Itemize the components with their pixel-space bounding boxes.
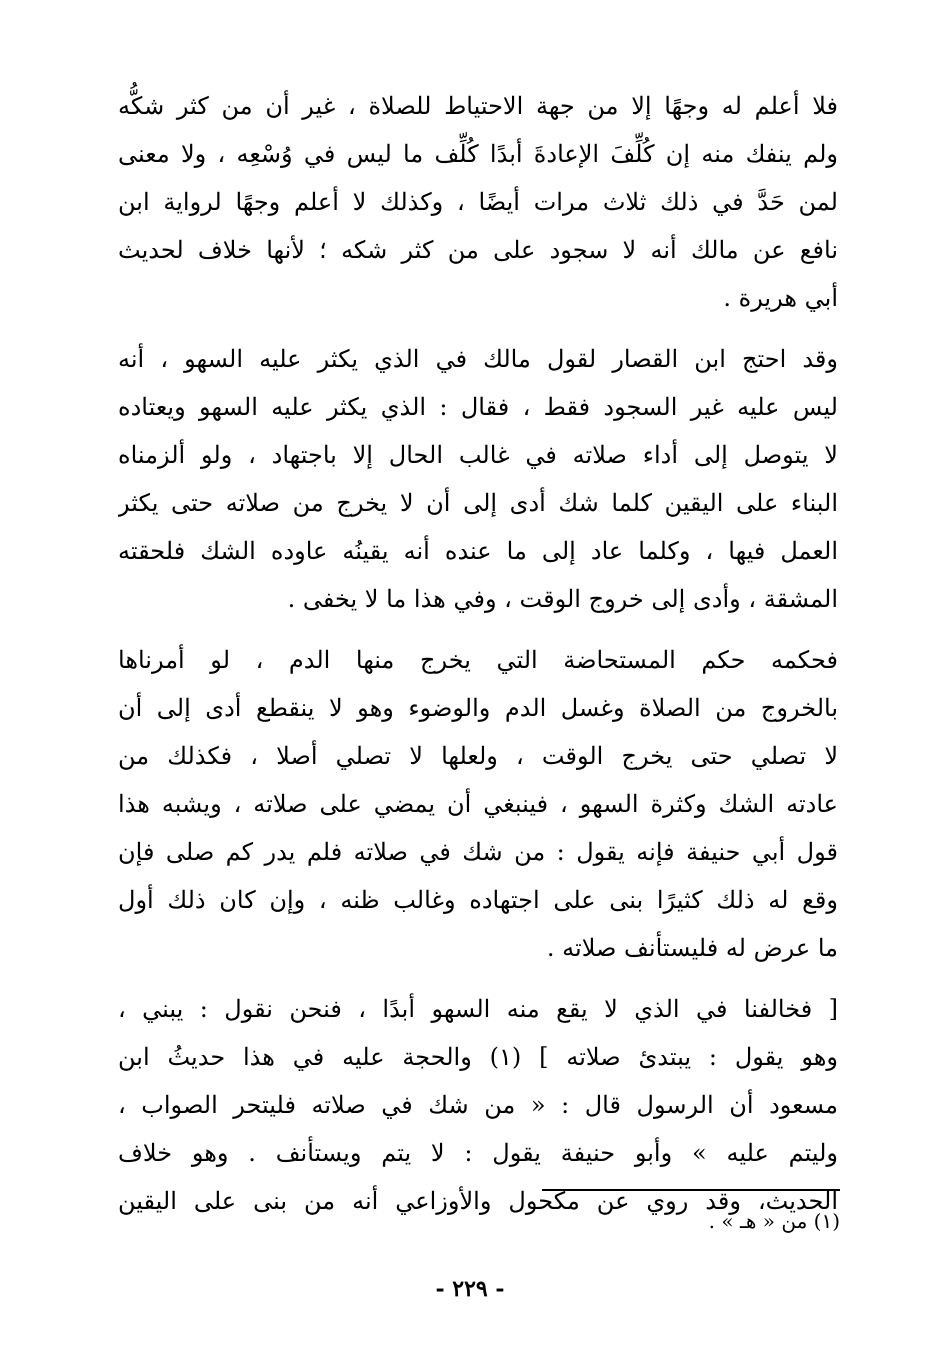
text-line: وقع له ذلك كثيرًا بنى على اجتهاده وغالب ظنه ، وإن كان ذلك أول [118,886,838,914]
text-line: فحكمه حكم المستحاضة التي يخرج منها الدم ، لو أمرناها [118,646,838,674]
text-line: مسعود أن الرسول قال : « من شك في صلاته فليتحر الصواب ، [118,1091,838,1119]
text-line: فلا أعلم له وجهًا إلا من جهة الاحتياط للصلاة ، غير أن من كثر شكُّه [118,92,838,120]
text-line: الحديث، وقد روي عن مكحول والأوزاعي أنه من بنى على اليقين [118,1187,838,1215]
text-line: أبي هريرة . [723,284,838,312]
text-line: وليتم عليه » وأبو حنيفة يقول : لا يتم ويستأنف . وهو خلاف [118,1139,838,1167]
text-line: لا تصلي حتى يخرج الوقت ، ولعلها لا تصلي أصلا ، فكذلك من [118,742,838,770]
main-text [118,82,838,1238]
paragraph-2 [118,335,838,623]
footnote: (١) من « هـ » . [708,1209,840,1233]
text-line: عادته الشك وكثرة السهو ، فينبغي أن يمضي على صلاته ، ويشبه هذا [118,790,838,818]
paragraph-3 [118,636,838,972]
text-line: وهو يقول : يبتدئ صلاته ] (١) والحجة عليه في هذا حديثُ ابن [118,1043,838,1071]
text-line: لا يتوصل إلى أداء صلاته في غالب الحال إلا باجتهاد ، ولو ألزمناه [118,441,838,469]
text-line: ليس عليه غير السجود فقط ، فقال : الذي يكثر عليه السهو ويعتاده [118,393,838,421]
text-line: قول أبي حنيفة فإنه يقول : من شك في صلاته فلم يدر كم صلى فإن [118,838,838,866]
footnote-divider [542,1189,840,1191]
text-line: المشقة ، وأدى إلى خروج الوقت ، وفي هذا ما لا يخفى . [287,585,838,613]
text-line: وقد احتج ابن القصار لقول مالك في الذي يكثر عليه السهو ، أنه [118,345,838,373]
text-line: البناء على اليقين كلما شك أدى إلى أن لا يخرج من صلاته حتى يكثر [118,489,838,517]
text-line: ولم ينفك منه إن كُلِّفَ الإعادةَ أبدًا كُلِّف ما ليس في وُسْعِه ، ولا معنى [118,140,838,168]
text-line: ما عرض له فليستأنف صلاته . [546,934,838,962]
text-line: بالخروج من الصلاة وغسل الدم والوضوء وهو لا ينقطع أدى إلى أن [118,694,838,722]
text-line: نافع عن مالك أنه لا سجود على من كثر شكه ؛ لأنها خلاف لحديث [118,236,838,264]
paragraph-1 [118,82,838,322]
text-line: لمن حَدَّ في ذلك ثلاث مرات أيضًا ، وكذلك لا أعلم وجهًا لرواية ابن [118,188,838,216]
page-number: - ٢٢٩ - [435,1276,505,1302]
text-line: العمل فيها ، وكلما عاد إلى ما عنده أنه يقينُه عاوده الشك فلحقته [118,537,838,565]
text-line: [ فخالفنا في الذي لا يقع منه السهو أبدًا ، فنحن نقول : يبني ، [118,995,838,1023]
